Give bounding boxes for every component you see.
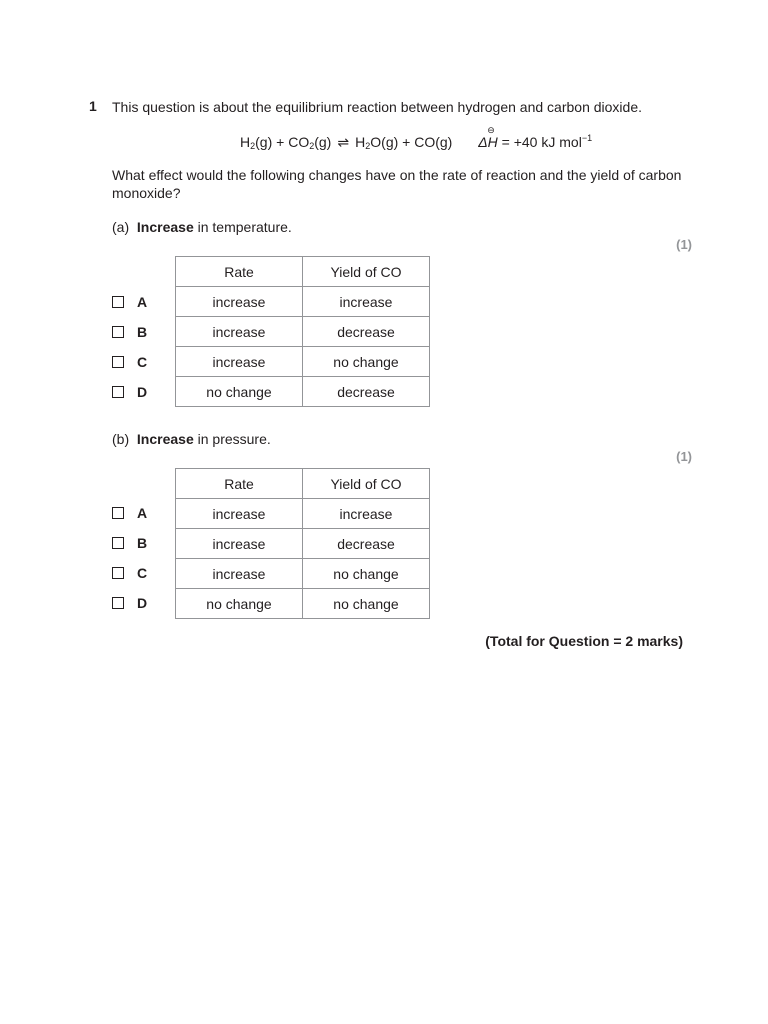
rate-cell: increase (176, 529, 303, 559)
enthalpy-value: = +40 kJ mol (497, 134, 582, 150)
option-letter: D (137, 384, 148, 400)
part-b-bold: Increase (136, 431, 194, 447)
table-row (176, 377, 430, 407)
checkbox-icon[interactable] (112, 326, 124, 338)
table-row (176, 287, 430, 317)
equation-h2: H (240, 134, 251, 150)
yield-cell: no change (303, 559, 430, 589)
part-a-label: (a) (112, 219, 130, 235)
table-row (176, 317, 430, 347)
yield-cell: increase (303, 287, 430, 317)
equation-h2o: H (355, 134, 366, 150)
question-stem: This question is about the equilibrium reaction between hydrogen and carbon dioxide. (112, 99, 643, 115)
part-b-label: (b) (112, 431, 130, 447)
option-letter: C (137, 354, 148, 370)
column-header-yield: Yield of CO (303, 257, 430, 287)
part-a-table (175, 256, 430, 407)
enthalpy-unit-superscript: −1 (581, 133, 593, 143)
checkbox-icon[interactable] (112, 597, 124, 609)
option-c-checkbox[interactable] (112, 558, 168, 588)
option-b-checkbox[interactable] (112, 528, 168, 558)
option-letter: C (137, 565, 148, 581)
option-letter: D (137, 595, 148, 611)
part-b-heading (112, 431, 271, 447)
option-a-checkbox[interactable] (112, 287, 168, 317)
table-row (176, 347, 430, 377)
question-number: 1 (89, 98, 97, 114)
part-a-bold: Increase (136, 219, 194, 235)
table-row (176, 529, 430, 559)
option-letter: A (137, 505, 148, 521)
equation-reactants: (g) + CO (255, 134, 310, 150)
checkbox-icon[interactable] (112, 507, 124, 519)
part-a-text: in temperature. (193, 219, 292, 235)
equation-products: O(g) + CO(g) (370, 134, 453, 150)
rate-cell: increase (176, 317, 303, 347)
part-b-marks: (1) (676, 449, 692, 464)
part-a-marks: (1) (676, 237, 692, 252)
equation-co2-subscript: 2 (309, 141, 315, 151)
part-b-table (175, 468, 430, 619)
checkbox-icon[interactable] (112, 567, 124, 579)
checkbox-icon[interactable] (112, 386, 124, 398)
yield-cell: decrease (303, 377, 430, 407)
question-prompt: What effect would the following changes have on the rate of reaction and the yield of carbon monoxide? (112, 167, 682, 201)
part-b-text: in pressure. (193, 431, 271, 447)
equation-h2-subscript: 2 (250, 141, 256, 151)
option-letter: B (137, 324, 148, 340)
rate-cell: increase (176, 287, 303, 317)
option-d-checkbox[interactable] (112, 588, 168, 618)
reaction-equation (240, 133, 592, 151)
checkbox-icon[interactable] (112, 296, 124, 308)
option-a-checkbox[interactable] (112, 498, 168, 528)
option-letter: A (137, 294, 148, 310)
yield-cell: no change (303, 589, 430, 619)
column-header-rate: Rate (176, 469, 303, 499)
total-marks: (Total for Question = 2 marks) (485, 633, 683, 649)
yield-cell: increase (303, 499, 430, 529)
yield-cell: decrease (303, 317, 430, 347)
yield-cell: decrease (303, 529, 430, 559)
rate-cell: increase (176, 499, 303, 529)
enthalpy-symbol: ΔH ⊖ (478, 134, 498, 150)
checkbox-icon[interactable] (112, 537, 124, 549)
rate-cell: increase (176, 347, 303, 377)
rate-cell: increase (176, 559, 303, 589)
equation-co2-state: (g) (314, 134, 332, 150)
option-b-checkbox[interactable] (112, 317, 168, 347)
table-row (176, 589, 430, 619)
table-row (176, 499, 430, 529)
checkbox-icon[interactable] (112, 356, 124, 368)
part-a-heading (112, 219, 292, 235)
rate-cell: no change (176, 589, 303, 619)
rate-cell: no change (176, 377, 303, 407)
column-header-yield: Yield of CO (303, 469, 430, 499)
yield-cell: no change (303, 347, 430, 377)
column-header-rate: Rate (176, 257, 303, 287)
option-letter: B (137, 535, 148, 551)
equation-h2o-subscript: 2 (365, 141, 371, 151)
table-row (176, 559, 430, 589)
equilibrium-arrow-icon: ⇌ (337, 134, 350, 150)
option-c-checkbox[interactable] (112, 347, 168, 377)
option-d-checkbox[interactable] (112, 377, 168, 407)
